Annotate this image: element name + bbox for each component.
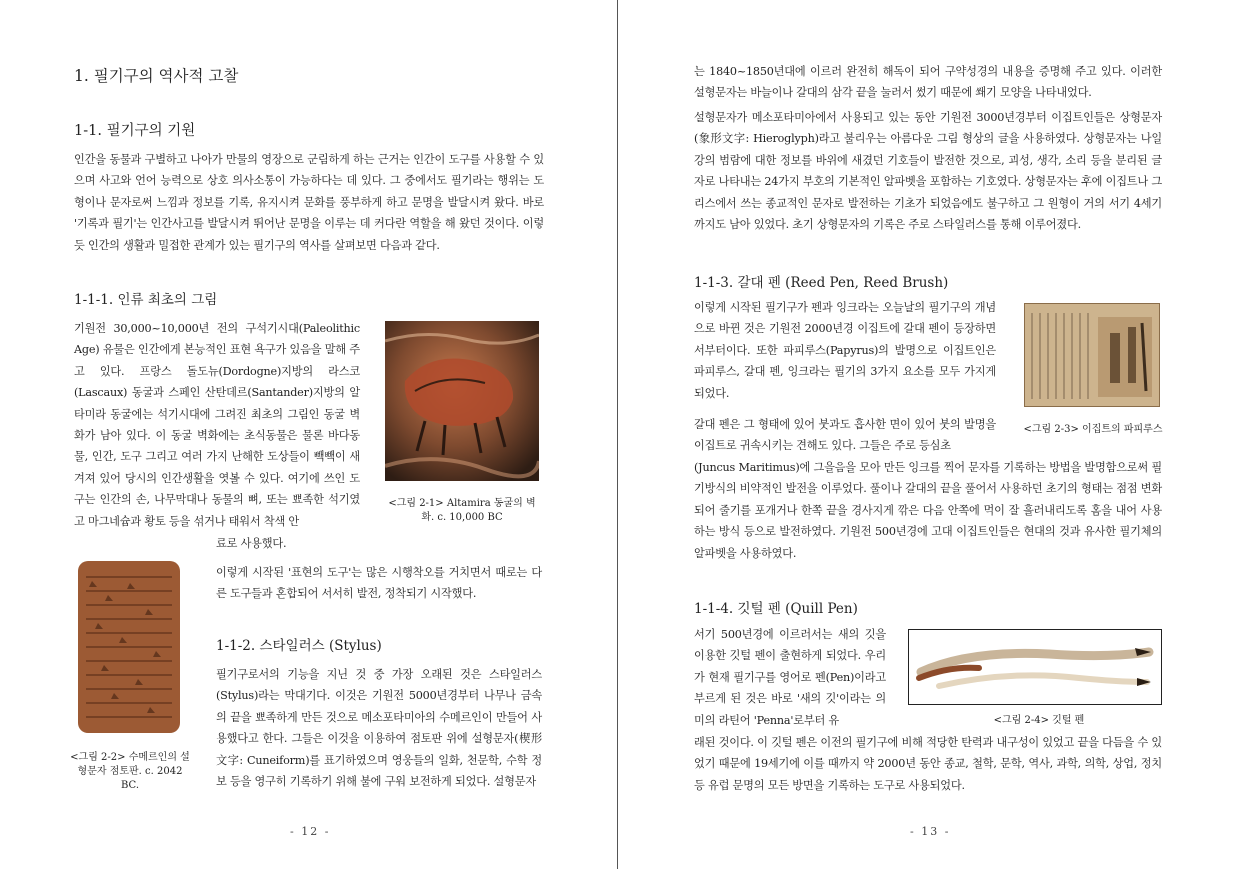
cuneiform-continued-paragraph: 는 1840~1850년대에 이르러 완전히 해독이 되어 구약성경의 내용을 증명해 주고 있다. 이러한 설형문자는 바늘이나 갈대의 삼각 끝을 눌러서 썼기 때문에 쐐기 모양을 나타내었다. — [694, 65, 1162, 100]
quill-pen-image — [908, 629, 1162, 705]
subsection-heading-reed-pen: 1-1-3. 갈대 펜 (Reed Pen, Reed Brush) — [694, 275, 949, 291]
intro-paragraph: 인간을 동물과 구별하고 나아가 만물의 영장으로 군림하게 하는 근거는 인간이 도구를 사용할 수 있으며 사고와 언어 능력으로 상호 의사소통이 가능하다는 데 있다. 그 중에서도 필기라는 행위는 도형이나 문자로써 느낌과 정보를 기록, 유지시켜 문화를 풍부하게 하고 문명을 발달시켜 왔다. 바로 '기록과 필기'는 인간사고를 발달시켜 뛰어난 문명을 이루는 데 커다란 역할을 해 왔던 것이다. 이렇듯 인간의 생활과 밀접한 관계가 있는 필기구의 역사를 살펴보면 다음과 같다. — [74, 153, 544, 252]
figure-2-2-caption: <그림 2-2> 수메르인의 설형문자 점토판. c. 2042 BC. — [70, 752, 190, 791]
tools-paragraph: 이렇게 시작된 '표현의 도구'는 많은 시행착오를 거치면서 때로는 다른 도구들과 혼합되어 서서히 발전, 정착되기 시작했다. — [216, 566, 542, 601]
section-heading: 1-1. 필기구의 기원 — [74, 123, 196, 139]
cave-paragraph: 기원전 30,000~10,000년 전의 구석기시대(Paleolithic Age) 유물은 인간에게 본능적인 표현 욕구가 있음을 말해 주고 있다. 프랑스 돌도뉴(Dordogne)지방의 라스코(Lascaux) 동굴과 스페인 산탄데르(Santander)지방의 알타미라 동굴에는 석기시대에 그려진 최초의 그림인 동굴 벽화가 남아 있다. 이 동굴 벽화에는 초식동물은 물론 바다동물, 인간, 도구 그리고 여러 가지 난해한 도상들이 빽빽이 새겨져 있어 당시의 인간생활을 엿볼 수 있다. 여기에 쓰인 도구는 인간의 손, 나무막대나 동물의 뼈, 또는 뾰족한 석기였고 마그네슘과 황토 등을 섞거나 태워서 착색 안 — [74, 322, 360, 528]
subsection-heading-quill-pen: 1-1-4. 깃털 펜 (Quill Pen) — [694, 601, 858, 617]
subsection-heading-stylus: 1-1-2. 스타일러스 (Stylus) — [216, 638, 382, 654]
subsection-heading-cave: 1-1-1. 인류 최초의 그림 — [74, 292, 218, 308]
egyptian-papyrus-image — [1024, 303, 1160, 407]
reed-pen-paragraph-1: 이렇게 시작된 필기구가 펜과 잉크라는 오늘날의 필기구의 개념으로 바뀐 것은 기원전 2000년경 이집트에 갈대 펜이 등장하면서부터이다. 또한 파피루스(Papyrus)의 발명으로 이집트인은 파피루스, 갈대 펜, 잉크라는 필기의 3가지 요소를 모두 가지게 되었다. — [694, 301, 996, 400]
page-number-13: - 13 - — [910, 825, 951, 838]
figure-2-1-caption: <그림 2-1> Altamira 동굴의 벽화. c. 10,000 BC — [388, 498, 536, 523]
page-number-12: - 12 - — [290, 825, 331, 838]
right-page — [618, 0, 1233, 869]
quill-pen-paragraph-top: 서기 500년경에 이르러서는 새의 깃을 이용한 깃털 펜이 출현하게 되었다. 우리가 현재 필기구를 영어로 펜(Pen)이라고 부르게 된 것은 바로 '새의 깃'이라는 의미의 라틴어 'Penna'로부터 유 — [694, 628, 886, 727]
figure-2-3-caption: <그림 2-3> 이집트의 파피루스 — [1023, 424, 1163, 435]
cave-paragraph-end: 료로 사용했다. — [216, 537, 287, 550]
reed-pen-paragraph-2-rest: (Juncus Maritimus)에 그을음을 모아 만든 잉크를 찍어 문자를 기록하는 방법을 발명함으로써 필기방식의 비약적인 발전을 이루었다. 풀이나 갈대의 끝을 풀어서 사용하던 초기의 형태는 점점 변화되어 줄기를 포개거나 한쪽 끝을 경사지게 깎은 다음 안쪽에 먹이 잘 흘러내리도록 홈을 내어 사용하는 방식 등으로 발전하였다. 기원전 500년경에 고대 이집트인들은 현대의 것과 유사한 필기체의 알파벳을 사용하였다. — [694, 461, 1162, 560]
reed-pen-paragraph-2-top: 갈대 펜은 그 형태에 있어 붓과도 흡사한 면이 있어 붓의 발명을 이집트로 귀속시키는 견해도 있다. 그들은 주로 등심초 — [694, 418, 996, 453]
quill-pen-paragraph-rest: 래된 것이다. 이 깃털 펜은 이전의 필기구에 비해 적당한 탄력과 내구성이 있었고 끝을 다듬을 수 있었기 때문에 19세기에 이를 때까지 약 2000년 동안 종교, 철학, 문학, 역사, 과학, 의학, 상업, 정치 등 유럽 문명의 모든 방면을 기록하는 도구로 사용되었다. — [694, 736, 1162, 792]
figure-2-4-caption: <그림 2-4> 깃털 펜 — [993, 715, 1085, 726]
hieroglyph-paragraph: 설형문자가 메소포타미아에서 사용되고 있는 동안 기원전 3000년경부터 이집트인들은 상형문자(象形文字: Hieroglyph)라고 불리우는 아름다운 그림 형상의 글을 사용하였다. 상형문자는 나일강의 범람에 대한 정보를 바위에 새겼던 기호들이 발전한 것으로, 괴성, 생각, 소리 등을 분리된 글자로 나타내는 24가지 부호의 기본적인 알파벳을 포함하는 기호였다. 상형문자는 후에 이집트나 그리스에서 쓰는 종교적인 문자로 발전하는 기초가 되었음에도 불구하고 그 원형이 거의 서기 4세기까지도 남아 있었다. 초기 상형문자의 기록은 주로 스타일러스를 통해 이루어졌다. — [694, 111, 1162, 232]
chapter-title: 1. 필기구의 역사적 고찰 — [74, 67, 239, 85]
stylus-paragraph: 필기구로서의 기능을 지닌 것 중 가장 오래된 것은 스타일러스(Stylus)라는 막대기다. 이것은 기원전 5000년경부터 나무나 금속의 끝을 뾰족하게 만든 것으로 메소포타미아의 수메르인이 만들어 사용했다고 한다. 그들은 이것을 이용하여 점토판 위에 설형문자(楔形文字: Cuneiform)를 표기하였으며 영웅들의 일화, 천문학, 수학 정보 등을 영구히 기록하기 위해 불에 구워 보전하게 되었다. 설형문자 — [216, 668, 542, 789]
altamira-cave-painting-image — [385, 321, 539, 481]
cuneiform-clay-tablet-image — [78, 561, 180, 733]
